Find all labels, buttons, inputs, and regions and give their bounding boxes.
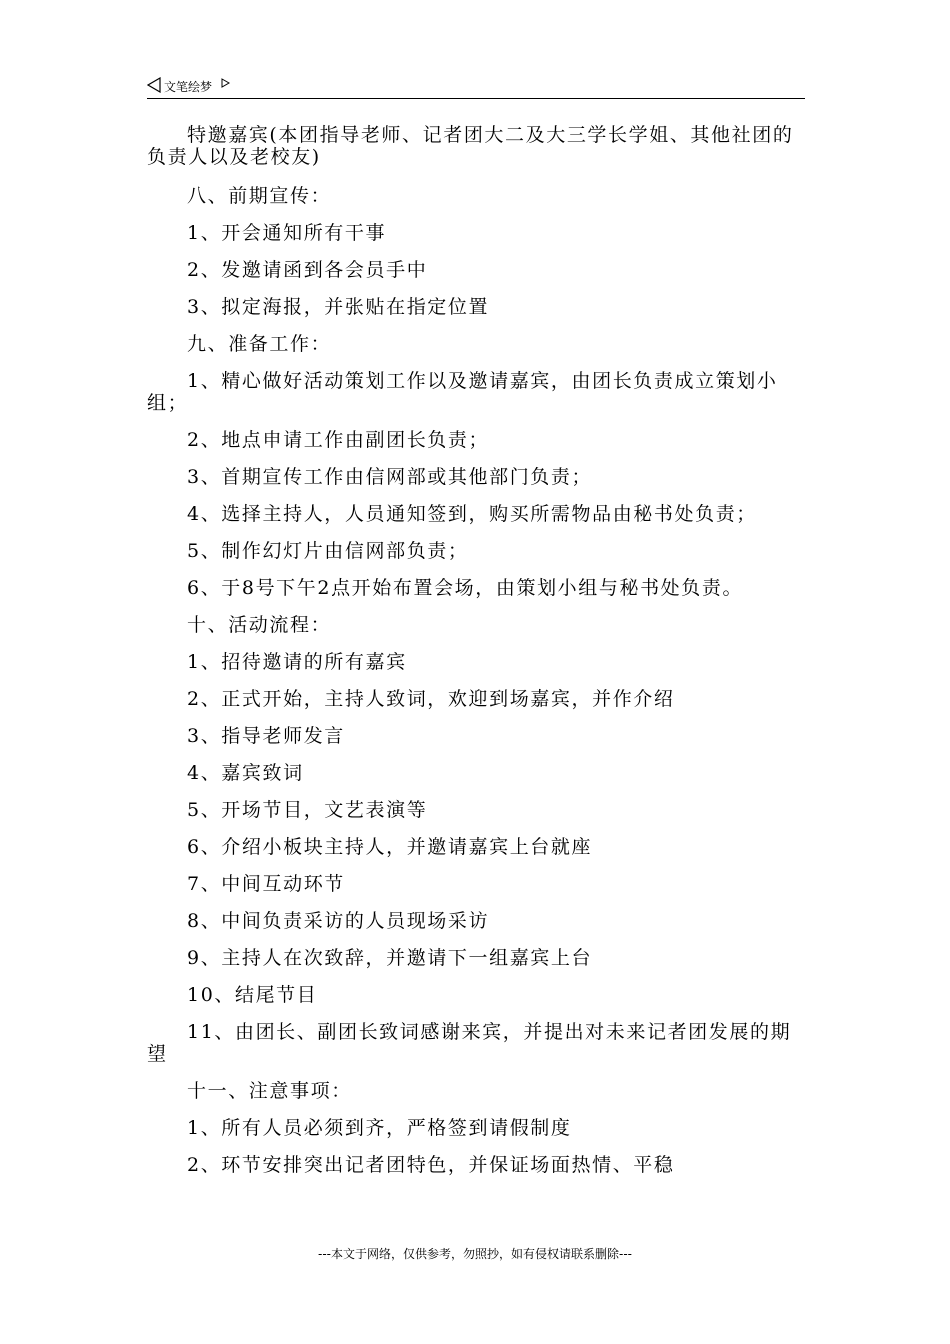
list-item: 4、选择主持人，人员通知签到，购买所需物品由秘书处负责； [187,503,757,525]
list-item: 5、开场节目，文艺表演等 [187,799,428,821]
list-item: 9、主持人在次致辞，并邀请下一组嘉宾上台 [187,947,593,969]
list-item: 8、中间负责采访的人员现场采访 [187,910,490,932]
section-heading-notes: 十一、注意事项： [187,1080,352,1102]
list-item: 1、开会通知所有干事 [187,222,387,244]
brand-text: 文笔绘梦 [164,80,213,94]
list-item: 4、嘉宾致词 [187,762,304,784]
section-heading-preparation: 九、准备工作： [187,333,332,355]
list-item: 1、所有人员必须到齐，严格签到请假制度 [187,1117,572,1139]
list-item: 2、地点申请工作由副团长负责； [187,429,490,451]
paragraph-guests: 特邀嘉宾(本团指导老师、记者团大二及大三学长学姐、其他社团的负责人以及老校友) [147,124,794,168]
list-item: 10、结尾节目 [187,984,318,1006]
section-heading-publicity: 八、前期宣传： [187,185,332,207]
left-triangle-icon [147,77,161,96]
header-brand [147,77,230,96]
page-header [147,72,805,99]
document-body [147,124,807,1191]
list-item: 2、发邀请函到各会员手中 [187,259,428,281]
list-item: 2、正式开始，主持人致词，欢迎到场嘉宾，并作介绍 [187,688,675,710]
list-item: 3、首期宣传工作由信网部或其他部门负责； [187,466,593,488]
list-item: 2、环节安排突出记者团特色，并保证场面热情、平稳 [187,1154,675,1176]
section-heading-process: 十、活动流程： [187,614,332,636]
right-triangle-icon [221,77,230,91]
list-item: 5、制作幻灯片由信网部负责； [187,540,469,562]
list-item: 6、于8号下午2点开始布置会场，由策划小组与秘书处负责。 [187,577,744,599]
list-item: 7、中间互动环节 [187,873,345,895]
list-item: 6、介绍小板块主持人，并邀请嘉宾上台就座 [187,836,593,858]
list-item: 1、精心做好活动策划工作以及邀请嘉宾，由团长负责成立策划小组； [147,370,778,414]
list-item: 1、招待邀请的所有嘉宾 [187,651,407,673]
list-item: 3、指导老师发言 [187,725,345,747]
list-item: 11、由团长、副团长致词感谢来宾，并提出对未来记者团发展的期望 [147,1021,792,1065]
list-item: 3、拟定海报，并张贴在指定位置 [187,296,490,318]
page-footer: ---本文于网络，仅供参考，勿照抄，如有侵权请联系删除--- [318,1247,632,1261]
